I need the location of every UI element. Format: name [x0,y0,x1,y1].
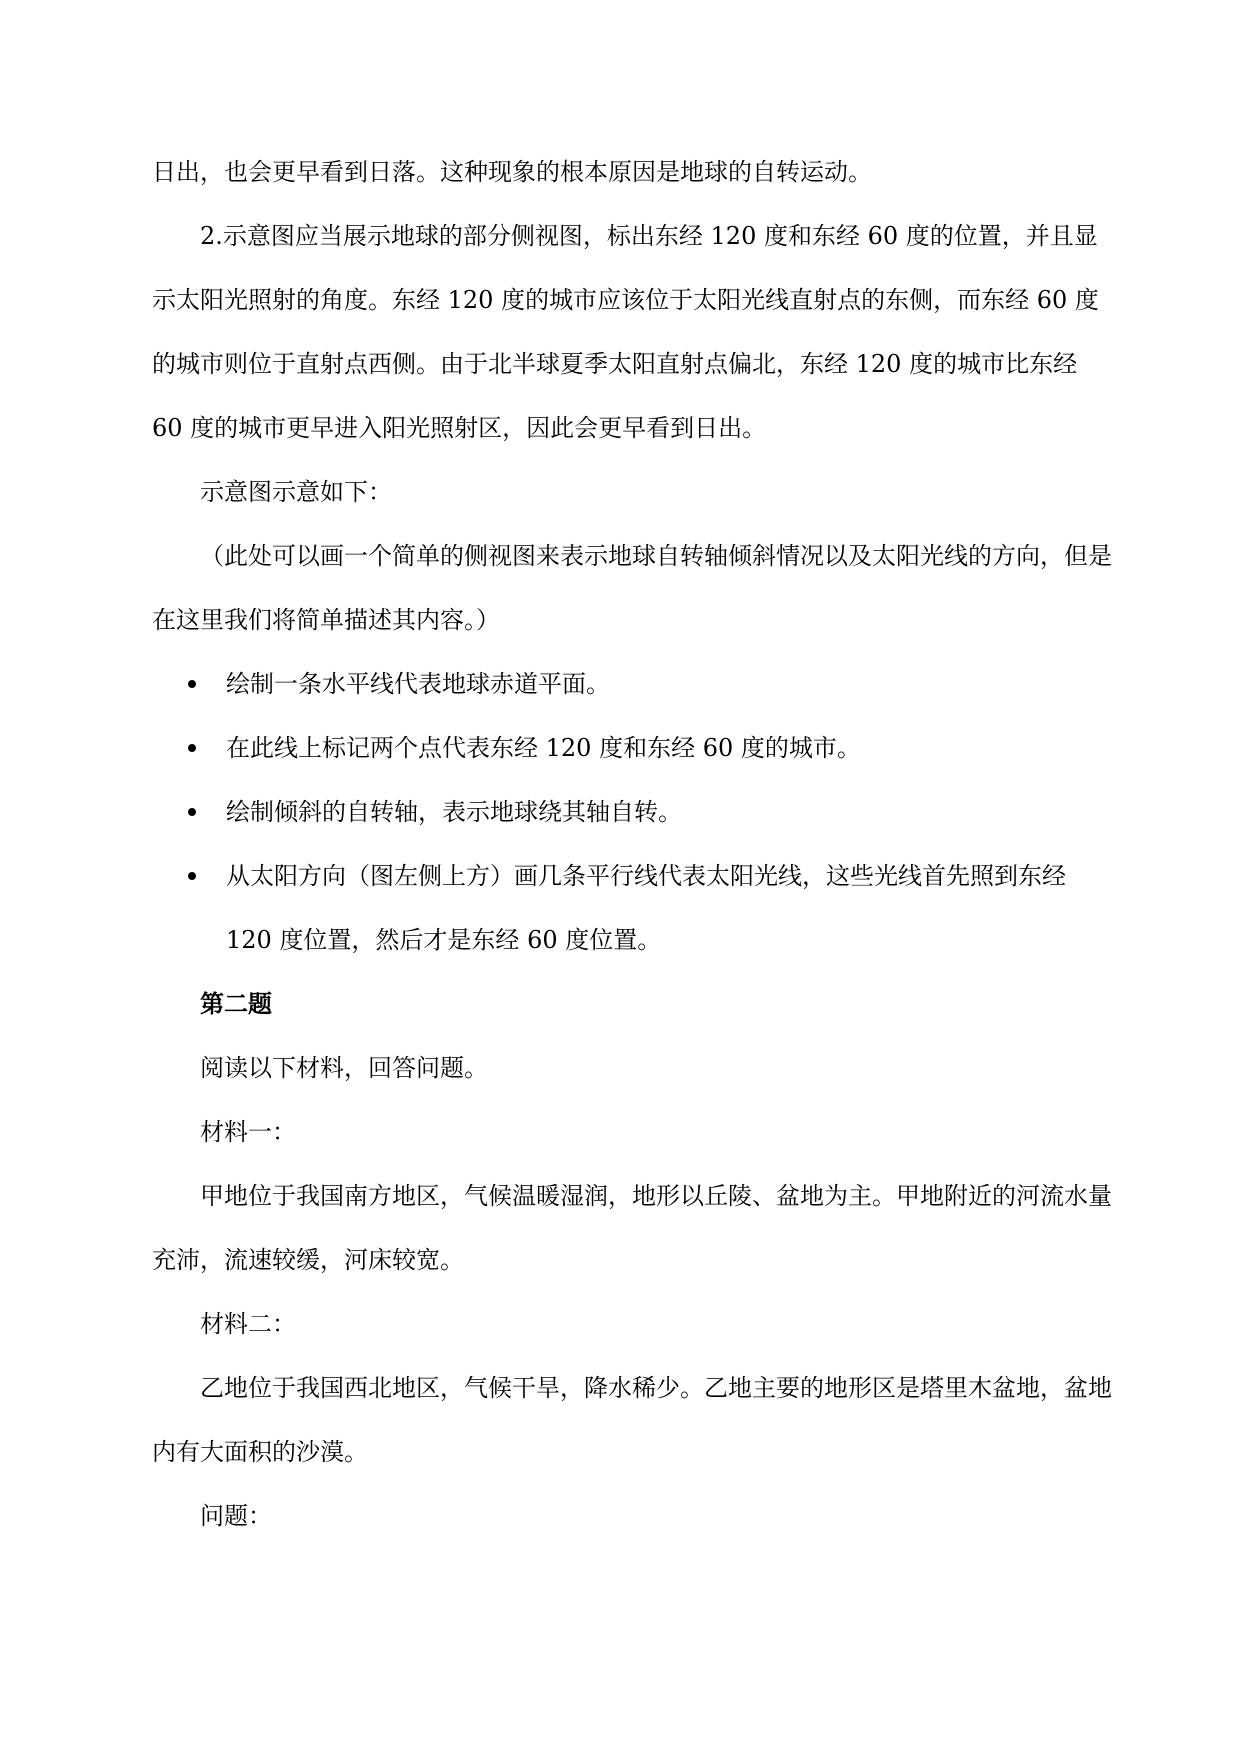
list-item-text: 在此线上标记两个点代表东经 120 度和东经 60 度的城市。 [226,734,861,762]
paragraph-continuation: 日出，也会更早看到日落。这种现象的根本原因是地球的自转运动。 [152,158,872,186]
paragraph-diagram-intro: 示意图示意如下： [200,478,392,506]
paragraph-instruction: 阅读以下材料，回答问题。 [200,1054,488,1082]
bullet-icon [188,872,196,880]
bullet-icon [188,808,196,816]
list-item [152,780,1112,844]
paragraph-question-label: 问题： [200,1502,272,1530]
list-item [152,716,1112,780]
list-item-text: 从太阳方向（图左侧上方）画几条平行线代表太阳光线，这些光线首先照到东经 120 度位置，然后才是东经 60 度位置。 [226,862,1066,954]
list-item [152,844,1112,972]
paragraph-material-1-label: 材料一： [200,1118,296,1146]
paragraph-material-1: 甲地位于我国南方地区，气候温暖湿润，地形以丘陵、盆地为主。甲地附近的河流水量充沛，流速较缓，河床较宽。 [152,1182,1112,1274]
bullet-icon [188,680,196,688]
document-body [152,140,1112,1548]
paragraph-material-2: 乙地位于我国西北地区，气候干旱，降水稀少。乙地主要的地形区是塔里木盆地，盆地内有大面积的沙漠。 [152,1374,1112,1466]
section-heading: 第二题 [200,989,272,1018]
paragraph-diagram-note: （此处可以画一个简单的侧视图来表示地球自转轴倾斜情况以及太阳光线的方向，但是在这里我们将简单描述其内容。） [152,542,1112,634]
list-item-text: 绘制一条水平线代表地球赤道平面。 [226,670,610,698]
paragraph-answer-2: 2.示意图应当展示地球的部分侧视图，标出东经 120 度和东经 60 度的位置，并且显示太阳光照射的角度。东经 120 度的城市应该位于太阳光线直射点的东侧，而东经 60 度的城市则位于直射点西侧。由于北半球夏季太阳直射点偏北，东经 120 度的城市比东经 60 度的城市更早进入阳光照射区，因此会更早看到日出。 [152,222,1099,442]
paragraph-material-2-label: 材料二： [200,1310,296,1338]
list-item [152,652,1112,716]
list-item-text: 绘制倾斜的自转轴，表示地球绕其轴自转。 [226,798,682,826]
bullet-icon [188,744,196,752]
bullet-list [152,652,1112,972]
